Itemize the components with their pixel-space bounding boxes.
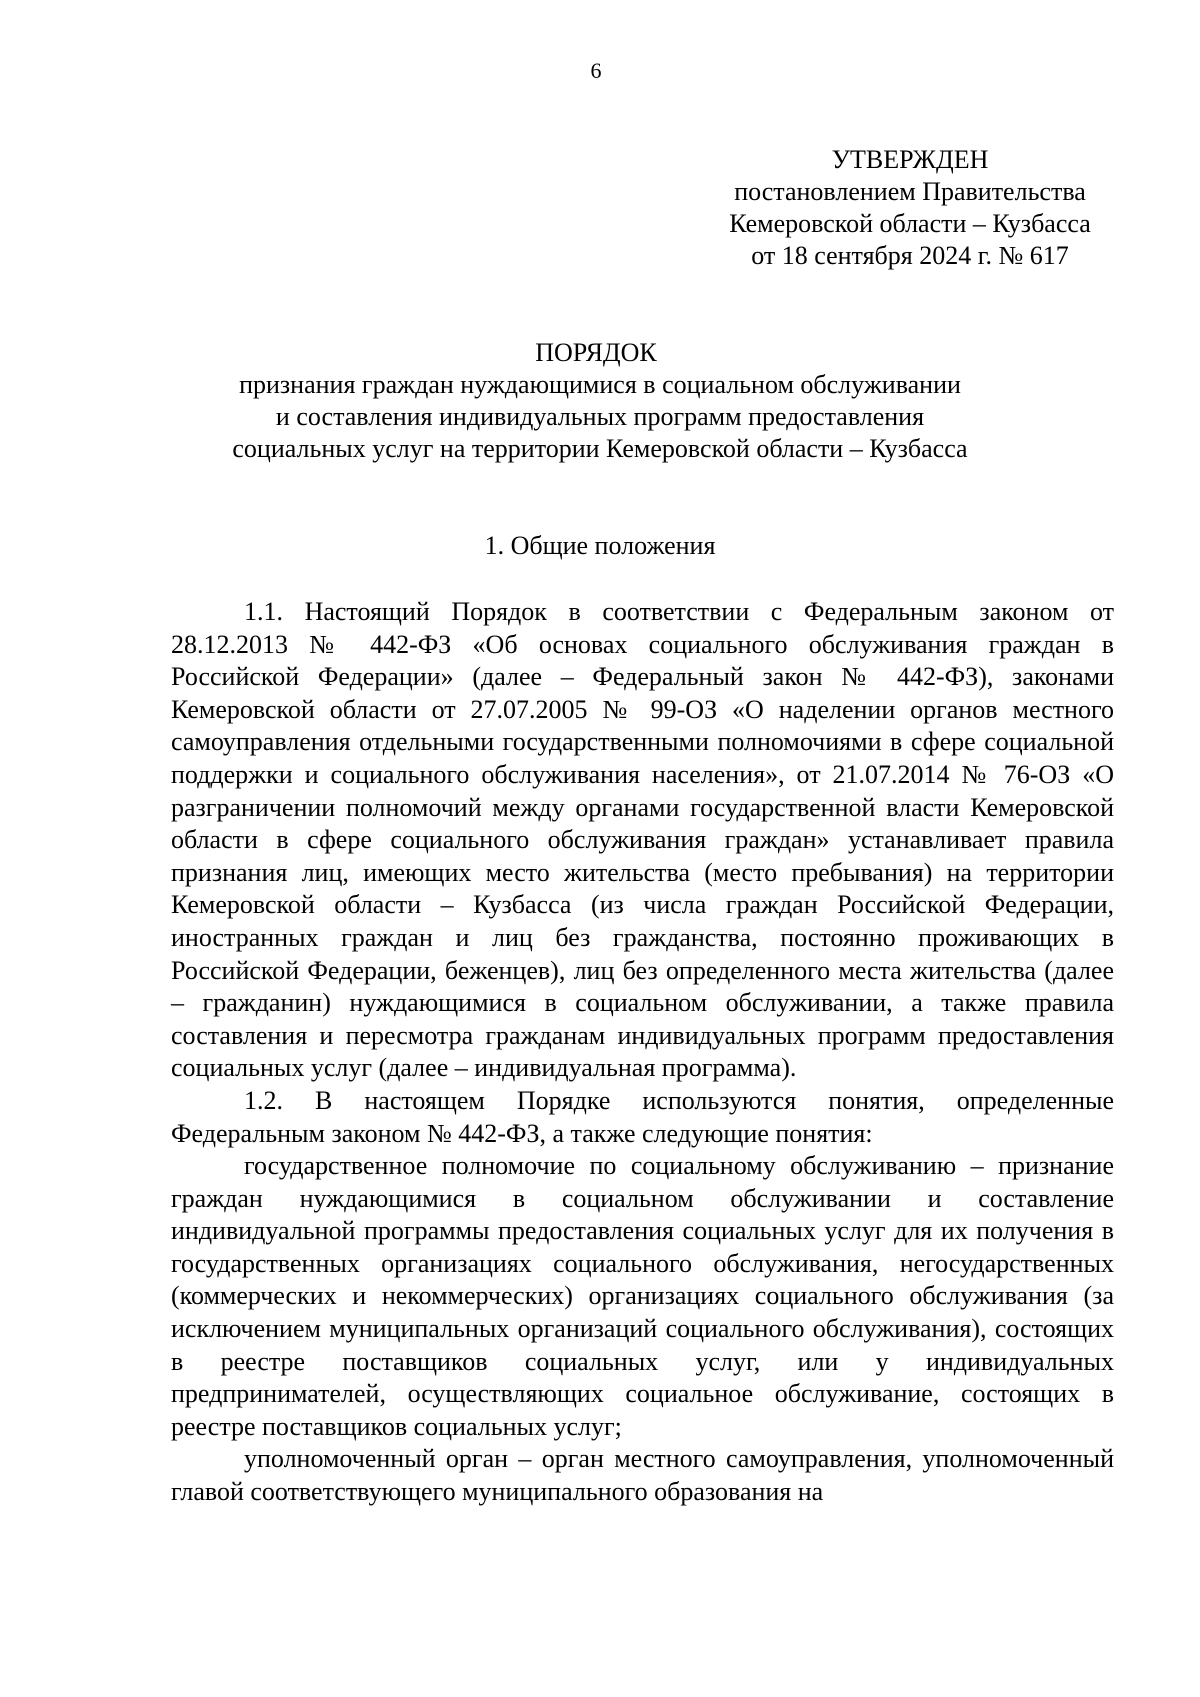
subtitle-line: социальных услуг на территории Кемеровской области – Кузбасса: [232, 434, 968, 463]
paragraph-definition-state-authority: государственное полномочие по социальному обслуживанию – признание граждан нуждающимися в социальном обслуживании и составление индивидуальной программы предоставления социальных услуг для их получения в государственных организациях социального обслуживания, негосударственных (коммерческих и некоммерческих) организациях социального обслуживания (за исключением муниципальных организаций социального обслуживания), состоящих в реестре поставщиков социальных услуг, или у индивидуальных предпринимателей, осуществляющих социальное обслуживание, состоящих в реестре поставщиков социальных услуг;: [171, 1151, 1114, 1441]
approval-stamp: [700, 144, 1120, 272]
document-title: ПОРЯДОК: [535, 338, 657, 367]
approval-line: от 18 сентября 2024 г. № 617: [751, 241, 1069, 270]
document-subtitle: [160, 369, 1040, 465]
approval-line: Кемеровской области – Кузбасса: [729, 209, 1091, 238]
subtitle-line: признания граждан нуждающимися в социальном обслуживании: [239, 370, 961, 399]
paragraph-1-2: 1.2. В настоящем Порядке используются понятия, определенные Федеральным законом № 442-ФЗ, а также следующие понятия:: [171, 1085, 1114, 1148]
section-heading: 1. Общие положения: [484, 531, 716, 560]
approval-line: постановлением Правительства: [734, 177, 1086, 206]
page-number: 6: [590, 58, 602, 83]
document-body: [171, 596, 1114, 1509]
paragraph-definition-authorized-body: уполномоченный орган – орган местного самоуправления, уполномоченный главой соответствующего муниципального образования на: [171, 1444, 1114, 1507]
paragraph-1-1: 1.1. Настоящий Порядок в соответствии с Федеральным законом от 28.12.2013 № 442-ФЗ «Об основах социального обслуживания граждан в Российской Федерации» (далее – Федеральный закон № 442-ФЗ), законами Кемеровской области от 27.07.2005 № 99-ОЗ «О наделении органов местного самоуправления отдельными государственными полномочиями в сфере социальной поддержки и социального обслуживания населения», от 21.07.2014 № 76-ОЗ «О разграничении полномочий между органами государственной власти Кемеровской области в сфере социального обслуживания граждан» устанавливает правила признания лиц, имеющих место жительства (место пребывания) на территории Кемеровской области – Кузбасса (из числа граждан Российской Федерации, иностранных граждан и лиц без гражданства, постоянно проживающих в Российской Федерации, беженцев), лиц без определенного места жительства (далее – гражданин) нуждающимися в социальном обслуживании, а также правила составления и пересмотра гражданам индивидуальных программ предоставления социальных услуг (далее – индивидуальная программа).: [171, 597, 1114, 1083]
subtitle-line: и составления индивидуальных программ предоставления: [275, 402, 925, 431]
approval-line: УТВЕРЖДЕН: [831, 145, 989, 174]
